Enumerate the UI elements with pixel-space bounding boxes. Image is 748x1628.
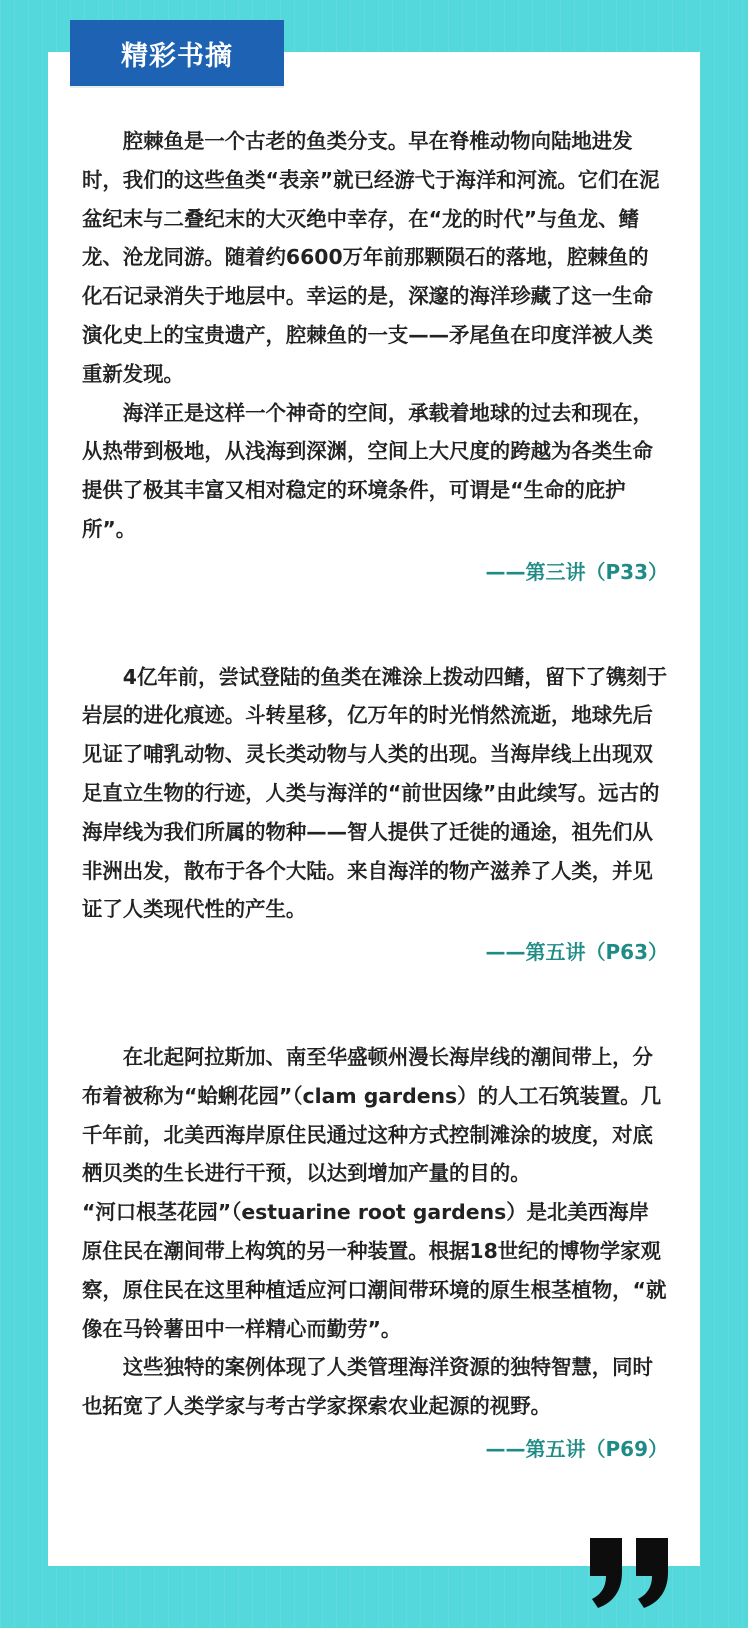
excerpt-source: ——第五讲（P63） xyxy=(485,940,668,965)
excerpt-paragraph: 4亿年前，尝试登陆的鱼类在滩涂上拨动四鳍，留下了镌刻于岩层的进化痕迹。斗转星移，亿万年的时光悄然流逝，地球先后见证了哺乳动物、灵长类动物与人类的出现。当海岸线上出现双足直立生物的行迹，人类与海洋的“前世因缘”由此续写。远古的海岸线为我们所属的物种——智人提供了迁徙的通途，祖先们从非洲出发，散布于各个大陆。来自海洋的物产滋养了人类，并见证了人类现代性的产生。 xyxy=(82,664,668,922)
excerpt-source: ——第三讲（P33） xyxy=(485,559,668,584)
closing-quote-icon xyxy=(588,1538,672,1608)
excerpt-content xyxy=(82,122,668,1469)
section-title-tag xyxy=(70,20,284,86)
excerpt-paragraph: 腔棘鱼是一个古老的鱼类分支。早在脊椎动物向陆地进发时，我们的这些鱼类“表亲”就已经游弋于海洋和河流。它们在泥盆纪末与二叠纪末的大灭绝中幸存，在“龙的时代”与鱼龙、鳍龙、沧龙同游。随着约6600万年前那颗陨石的落地，腔棘鱼的化石记录消失于地层中。幸运的是，深邃的海洋珍藏了这一生命演化史上的宝贵遗产，腔棘鱼的一支——矛尾鱼在印度洋被人类重新发现。 xyxy=(82,129,660,386)
excerpt-section-1 xyxy=(82,122,668,592)
section-title: 精彩书摘 xyxy=(121,40,233,72)
excerpt-section-2 xyxy=(82,658,668,972)
excerpt-paragraph: 这些独特的案例体现了人类管理海洋资源的独特智慧，同时也拓宽了人类学家与考古学家探索农业起源的视野。 xyxy=(82,1355,653,1419)
excerpt-section-3 xyxy=(82,1038,668,1469)
excerpt-source: ——第五讲（P69） xyxy=(485,1436,668,1461)
excerpt-paragraph: 海洋正是这样一个神奇的空间，承载着地球的过去和现在，从热带到极地，从浅海到深渊，空间上大尺度的跨越为各类生命提供了极其丰富又相对稳定的环境条件，可谓是“生命的庇护所”。 xyxy=(82,400,653,541)
excerpt-paragraph: 在北起阿拉斯加、南至华盛顿州漫长海岸线的潮间带上，分布着被称为“蛤蜊花园”（clam gardens）的人工石筑装置。几千年前，北美西海岸原住民通过这种方式控制滩涂的坡度，对底栖贝类的生长进行干预，以达到增加产量的目的。 xyxy=(82,1044,662,1186)
excerpt-paragraph: “河口根茎花园”（estuarine root gardens）是北美西海岸原住民在潮间带上构筑的另一种装置。根据18世纪的博物学家观察，原住民在这里种植适应河口潮间带环境的原生根茎植物，“就像在马铃薯田中一样精心而勤劳”。 xyxy=(82,1200,667,1341)
